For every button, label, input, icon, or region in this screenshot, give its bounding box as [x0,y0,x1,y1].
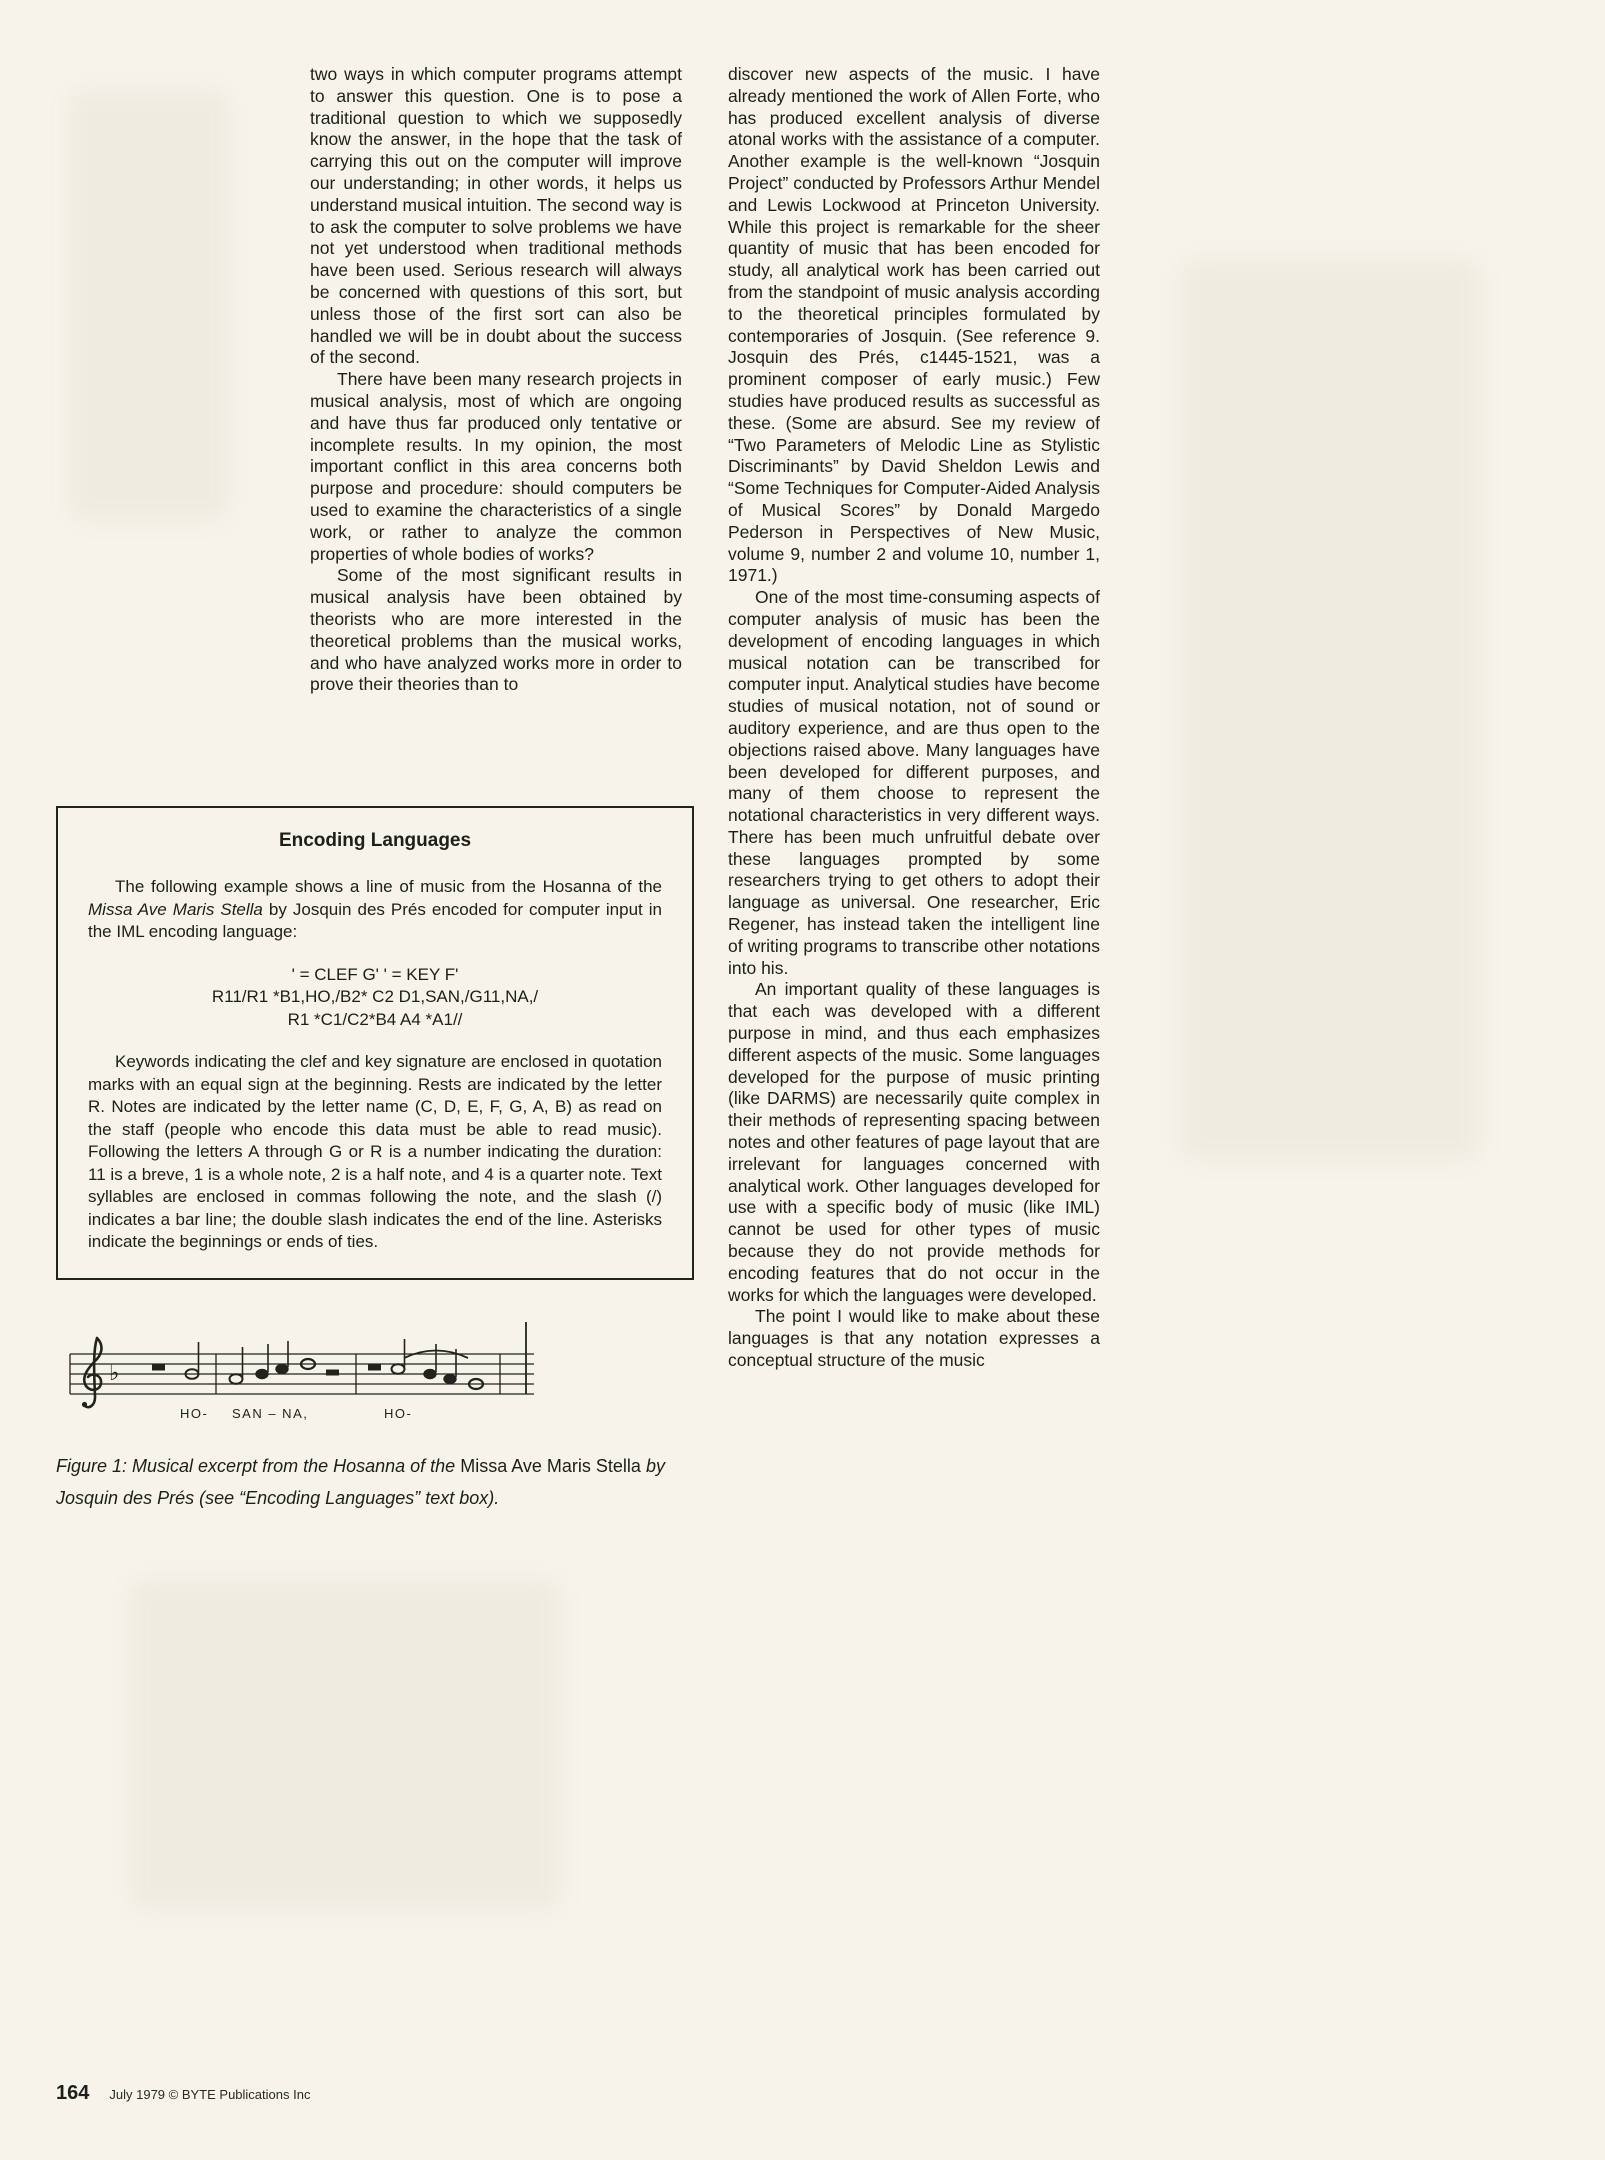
work-title: Missa Ave Maris Stella [88,899,263,919]
sidebar-intro-paragraph [88,876,662,944]
iml-code-line: ' = CLEF G' ' = KEY F' [291,964,459,984]
iml-code-line: R11/R1 *B1,HO,/B2* C2 D1,SAN,/G11,NA,/ [211,987,539,1006]
flat-sign-icon: ♭ [109,1361,120,1386]
sidebar-intro-text: The following example shows a line of music from the Hosanna of the [115,877,662,896]
showthrough-artifact [1180,260,1480,1160]
staff-lines [70,1322,534,1394]
body-paragraph: There have been many research projects in musical analysis, most of which are ongoing and have thus far produced only tentative or incomplete results. In my opinion, the most important conflict in this area concerns both purpose and procedure: should computers be used to examine the characteristics of a single work, or rather to analyze the common properties of whole bodies of works? [310,369,682,564]
article-left-column [310,64,682,696]
body-paragraph: two ways in which computer programs attempt to answer this question. One is to pose a traditional question to which we supposedly know the answer, in the hope that the task of carrying this out on the computer will improve our understanding; in other words, it helps us understand musical intuition. The second way is to ask the computer to solve problems we have not yet understood when traditional methods have been used. Serious research will always be concerned with questions of this sort, but unless those of the first sort can also be handled we will be in doubt about the success of the second. [310,64,682,368]
lyric-syllable: HO- [180,1406,209,1421]
work-title: Missa Ave Maris Stella [460,1456,641,1476]
caption-text: Figure 1: Musical excerpt from the Hosanna of the [56,1456,461,1476]
body-paragraph: Some of the most significant results in musical analysis have been obtained by theorists who are more interested in the theoretical problems than the musical works, and who have analyzed works more in order to prove their theories than to [310,565,682,695]
sidebar-body-paragraph: Keywords indicating the clef and key signature are enclosed in quotation marks with an equal sign at the beginning. Rests are indicated by the letter R. Notes are indicated by the letter name (C, D, E, F, G, A, B) as read on the staff (people who encode this data must be able to read music). Following the letters A through G or R is a number indicating the duration: 11 is a breve, 1 is a whole note, 2 is a half note, and 4 is a quarter note. Text syllables are enclosed in commas following the note, and the slash (/) indicates a bar line; the double slash indicates the end of the line. Asterisks indicate the beginnings or ends of ties. [88,1052,662,1251]
iml-code-block [88,964,662,1032]
body-paragraph: discover new aspects of the music. I have already mentioned the work of Allen Forte, who has produced excellent analysis of diverse atonal works with the assistance of a computer. Another example is the well-known “Josquin Project” conducted by Professors Arthur Mendel and Lewis Lockwood at Princeton University. While this project is remarkable for the sheer quantity of music that has been encoded for study, all analytical work has been carried out from the standpoint of music analysis according to the theoretical principles formulated by contemporaries of Josquin. (See reference 9. Josquin des Prés, c1445-1521, was a prominent composer of early music.) Few studies have produced results as successful as these. (Some are absurd. See my review of “Two Parameters of Melodic Line as Stylistic Discriminants” by David Sheldon Lewis and “Some Techniques for Computer-Aided Analysis of Musical Scores” by Donald Margedo Pederson in Perspectives of New Music, volume 9, number 2 and volume 10, number 1, 1971.) [728,64,1100,586]
page-number: 164 [56,2082,90,2104]
rest-block [368,1365,381,1371]
caption-text: by Josquin des Prés (see “Encoding Languages” text box). [56,1456,665,1508]
body-paragraph: One of the most time-consuming aspects of computer analysis of music has been the development of encoding languages in which musical notation can be transcribed for computer input. Analytical studies have become studies of musical notation, not of sound or auditory experience, and are thus open to the objections raised above. Many languages have been developed for different purposes, and many of them choose to represent the notational characteristics in very different ways. There has been much unfruitful debate over these languages prompted by some researchers trying to get others to adopt their language as universal. One researcher, Eric Regener, has instead taken the intelligent line of writing programs to transcribe other notations into his. [728,587,1100,978]
page-footer [56,2082,310,2105]
body-paragraph: An important quality of these languages is that each was developed with a different purpose in mind, and thus each emphasizes different aspects of the music. Some languages developed for the purpose of music printing (like DARMS) are necessarily quite complex in their methods of representing spacing between notes and other features of page layout that are irrelevant for languages concerned with analytical work. Other languages developed for use with a specific body of music (like IML) cannot be used for other types of music because they do not provide methods for encoding features that do not occur in the works for which the languages were developed. [728,979,1100,1305]
figure-1 [64,1316,569,1434]
publication-credit: July 1979 © BYTE Publications Inc [109,2087,311,2102]
sidebar-intro-text: by Josquin des Prés encoded for computer input in the IML encoding language: [88,899,662,941]
treble-clef-icon [82,1338,102,1407]
encoding-languages-sidebar [56,806,694,1280]
rest-block [326,1370,339,1376]
lyric-syllable: HO- [384,1406,413,1421]
rest-block [152,1365,165,1371]
figure-1-caption [56,1450,706,1514]
article-right-column [728,64,1100,1372]
iml-code-line: R1 *C1/C2*B4 A4 *A1// [287,1009,463,1029]
body-paragraph: The point I would like to make about these languages is that any notation expresses a conceptual structure of the music [728,1306,1100,1371]
sidebar-title: Encoding Languages [278,830,472,851]
lyric-syllable: SAN – NA, [232,1406,309,1421]
showthrough-artifact [130,1580,560,1910]
showthrough-artifact [70,90,230,520]
music-staff-figure [64,1316,569,1434]
